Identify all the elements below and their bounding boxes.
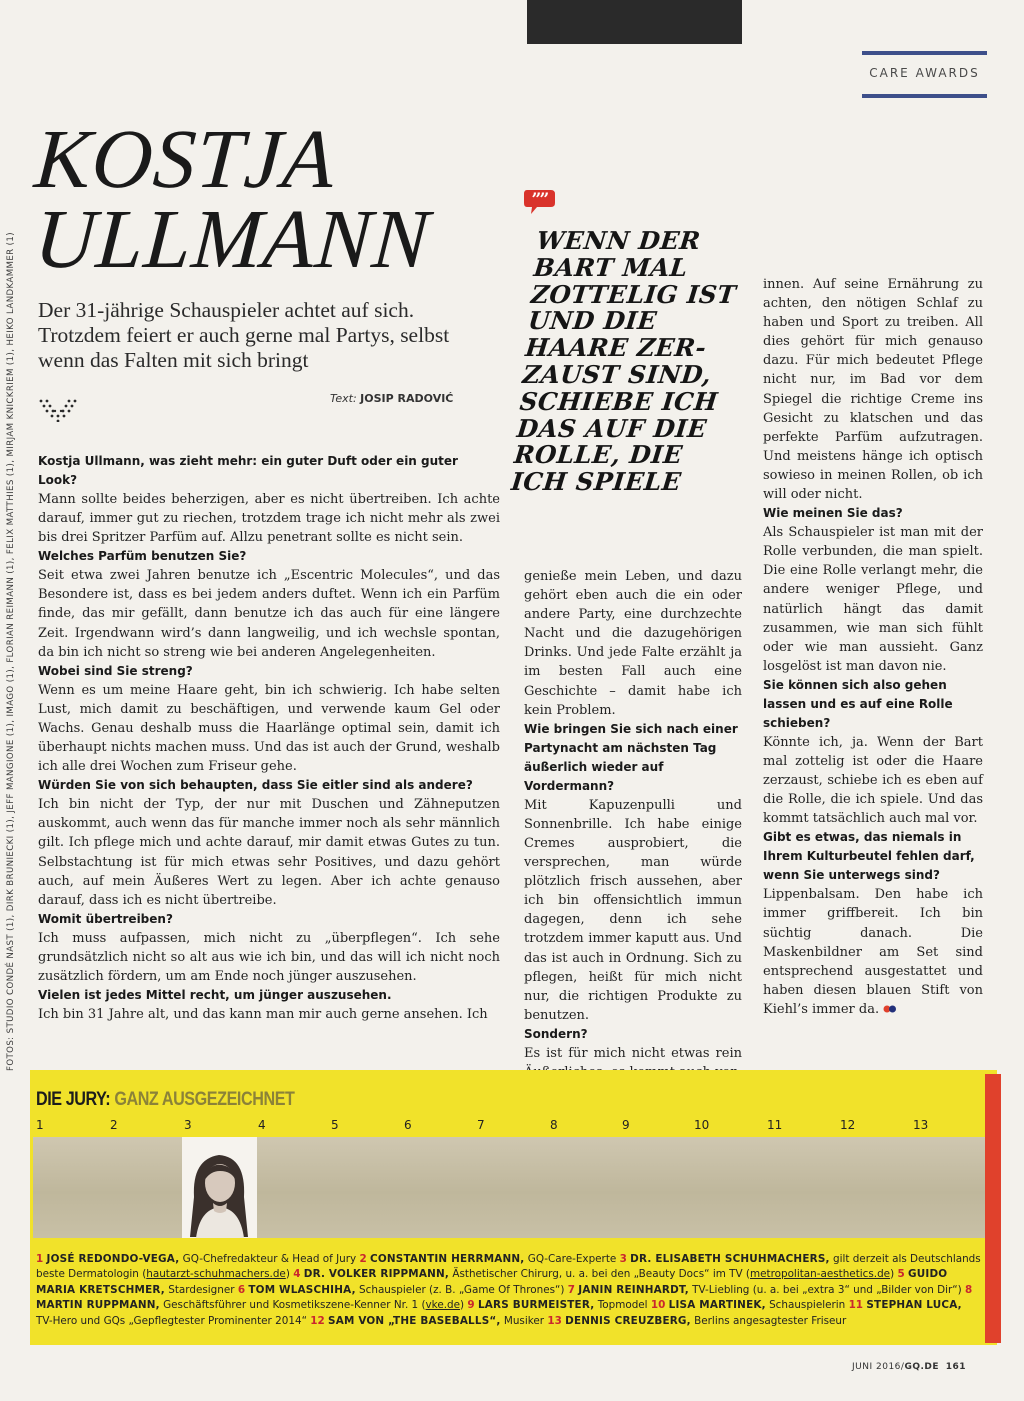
jury-photo-blurred bbox=[33, 1137, 182, 1238]
interview-answer: Es ist für mich nicht etwas rein bbox=[524, 1045, 742, 1061]
end-mark-icon bbox=[883, 1005, 897, 1013]
interview-answer: genieße mein Leben, und dazu gehört eben auch die ein oder andere Party, eine durchzechte Nacht und die dazugehörigen Drinks. Und jede Falte erzählt ja im besten Fall auch eine Geschichte – damit habe ich kein Problem. bbox=[524, 569, 742, 718]
photo-credits: FOTOS: STUDIO CONDÉ NAST (1), DIRK BRUNIECKI (1), JEFF MANGIONE (1), IMAGO (1), FLORIAN REIMANN (1), FELIX MATTHIES (1), MIRJAM KNICKRIEM (1), HEIKO LANDKAMMER (1) bbox=[6, 231, 16, 1071]
jury-member: 8 MARTIN RUPPMANN, Geschäftsführer und Kosmetikszene-Kenner Nr. 1 (vke.de) bbox=[36, 1283, 973, 1312]
jury-member-number: 8 bbox=[965, 1283, 973, 1296]
jury-heading-sub: GANZ AUSGEZEICHNET bbox=[114, 1089, 295, 1110]
jury-member-number: 6 bbox=[237, 1283, 246, 1296]
jury-member-name: TOM WLASCHIHA, bbox=[248, 1283, 356, 1296]
interview-question: Sondern? bbox=[524, 1026, 588, 1041]
article-column-2 bbox=[524, 567, 742, 1082]
jury-member-description: Topmodel bbox=[597, 1299, 648, 1312]
jury-member bbox=[467, 1299, 647, 1311]
jury-number: 5 bbox=[331, 1118, 339, 1132]
jury-number: 8 bbox=[550, 1118, 558, 1132]
byline bbox=[330, 392, 453, 405]
svg-text:”: ” bbox=[531, 190, 542, 210]
section-label: CARE AWARDS bbox=[869, 66, 980, 80]
jury-member-description: TV-Hero und GQs „Gepflegtester Prominenter 2014“ bbox=[36, 1314, 307, 1327]
jury-member-name: GUIDO MARIA KRETSCHMER, bbox=[36, 1268, 948, 1296]
interview-answer: innen. Auf seine Ernährung zu achten, den nötigen Schlaf zu haben und Sport zu treiben. All dies gehört für mich genauso dazu. Für mich bedeutet Pflege nicht nur, im Bad vor dem Spiegel die richtige Creme ins Gesicht zu klatschen und das perfekte Parfüm aufzutragen. Und meistens hänge ich optisch sowieso in meinen Rollen, ob ich will oder nicht. bbox=[763, 277, 983, 503]
jury-member-description: gilt derzeit als Deutschlands beste Dermatologin bbox=[36, 1253, 981, 1281]
interview-answer: Könnte ich, ja. Wenn der Bart mal zottelig ist oder die Haare zerzaust, schiebe ich es eben auf die Rolle, die ich spiele. Und das kommt tatsächlich auch mal vor. bbox=[763, 734, 983, 827]
jury-member-description: Geschäftsführer und Kosmetikszene-Kenner Nr. 1 bbox=[163, 1299, 419, 1312]
interview-answer: Lippenbalsam. Den habe ich immer griffbereit. Ich bin süchtig danach. Die Maskenbildner am Set sind entsprechend ausgestattet und haben diesen blauen Stift von Kiehl’s immer da. bbox=[763, 887, 983, 1017]
jury-member-number: 11 bbox=[848, 1299, 864, 1312]
byline-prefix: Text: bbox=[330, 392, 357, 405]
interview-question: Wobei sind Sie streng? bbox=[38, 663, 193, 678]
interview-question: Wie bringen Sie sich nach einer Partynacht am nächsten Tag äußerlich wieder auf Vordermann? bbox=[524, 721, 738, 793]
jury-member-number: 4 bbox=[293, 1268, 301, 1281]
jury-member-number: 12 bbox=[310, 1314, 325, 1327]
jury-member-name: DENNIS CREUZBERG, bbox=[565, 1314, 691, 1327]
jury-member-number: 9 bbox=[467, 1299, 475, 1312]
jury-member-number: 10 bbox=[650, 1299, 666, 1312]
interview-question: Welches Parfüm benutzen Sie? bbox=[38, 549, 247, 564]
article-title-line1: KOSTJA bbox=[31, 113, 339, 206]
jury-member-website-link[interactable]: metropolitan-aesthetics.de bbox=[749, 1268, 891, 1281]
jury-member-number: 2 bbox=[359, 1253, 367, 1265]
jury-number: 2 bbox=[110, 1118, 118, 1132]
interview-answer: Ich bin nicht der Typ, der nur mit Duschen und Zähneputzen auskommt, auch wenn das für manche immer noch als sehr männlich gilt. Ich pflege mich und achte darauf, mir damit etwas Gutes zu tun. Selbstachtung ist für mich etwas sehr Positives, und dazu gehört auch, auf mein Äußeres Wert zu legen. Aber ich achte genauso darauf, dass ich es nicht übertreibe. bbox=[38, 797, 500, 908]
interview-answer: Ich muss aufpassen, mich nicht zu „überpflegen“. Ich sehe grundsätzlich nicht so alt aus wie ich bin, und das will ich nicht noch zusätzlich fördern, um am Ende noch jünger auszusehen. bbox=[38, 930, 500, 984]
jury-member bbox=[651, 1299, 845, 1311]
interview-answer: Mann sollte beides beherzigen, aber es nicht übertreiben. Ich achte darauf, immer gut zu riechen, trotzdem trage ich nicht mehr als zwei bis drei Spritzer Parfüm auf. Allzu penetrant sollte es nicht sein. bbox=[38, 492, 500, 546]
interview-question: Wie meinen Sie das? bbox=[763, 506, 903, 521]
jury-heading-main: DIE JURY: bbox=[36, 1089, 111, 1110]
jury-member-name: DR. ELISABETH SCHUHMACHERS, bbox=[630, 1253, 830, 1265]
jury-member-name: JANIN REINHARDT, bbox=[578, 1283, 689, 1296]
byline-author: JOSIP RADOVIĆ bbox=[360, 392, 454, 405]
footer-site: GQ.DE bbox=[904, 1362, 940, 1372]
interview-question: Womit übertreiben? bbox=[38, 911, 173, 926]
jury-number: 9 bbox=[622, 1118, 630, 1132]
jury-member bbox=[547, 1315, 846, 1327]
jury-number: 13 bbox=[913, 1118, 929, 1132]
jury-member-description: Musiker bbox=[503, 1314, 545, 1327]
section-rule-top bbox=[862, 51, 987, 55]
jury-member bbox=[359, 1253, 616, 1265]
interview-answer: Als Schauspieler ist man mit der Rolle verbunden, die man spielt. Die eine Rolle verlangt mehr, die andere weniger Pflege, und natürlich hängt das damit zusammen, wie man sich fühlt oder wie man aussieht. Ganz losgelöst ist man davon nie. bbox=[763, 525, 983, 674]
interview-answer: Ich bin 31 Jahre alt, und das kann man mir auch gerne ansehen. Ich bbox=[38, 1007, 488, 1023]
jury-member-description: GQ-Care-Experte bbox=[527, 1253, 617, 1265]
jury-member-number: 1 bbox=[36, 1253, 44, 1265]
jury-member-name: MARTIN RUPPMANN, bbox=[36, 1299, 160, 1312]
jury-accent-bar bbox=[985, 1074, 1001, 1343]
interview-answer: Seit etwa zwei Jahren benutze ich „Escentric Molecules“, und das Besondere ist, dass es bei jedem anders duftet. Wenn ich ein Parfüm finde, das mir gefällt, dann benutze ich das auch für eine längere Zeit. Irgendwann wird’s dann langweilig, und ich wechsle spontan, da bin ich nicht so streng wie bei anderen Angelegenheiten. bbox=[38, 568, 500, 660]
jury-number: 4 bbox=[258, 1118, 266, 1132]
jury-member-name: JOSÉ REDONDO-VEGA, bbox=[46, 1253, 180, 1265]
pull-quote: WENN DER BART MAL ZOTTELIG IST UND DIE HAARE ZER-ZAUST SIND, SCHIEBE ICH DAS AUF DIE ROLLE, DIE ICH SPIELE bbox=[509, 226, 738, 497]
jury-member-name: CONSTANTIN HERRMANN, bbox=[370, 1253, 525, 1265]
jury-member-number: 5 bbox=[897, 1268, 905, 1281]
page-number: 161 bbox=[945, 1362, 967, 1372]
jury-number: 3 bbox=[184, 1118, 192, 1132]
jury-member-number: 13 bbox=[547, 1314, 562, 1327]
jury-member-list bbox=[36, 1252, 981, 1329]
interview-answer: Mit Kapuzenpulli und Sonnenbrille. Ich habe einige Cremes ausprobiert, die versprechen, man würde plötzlich frisch aussehen, aber ich bin offensichtlich immun dagegen, denn ich sehe trotzdem immer kaputt aus. Und das ist auch in Ordnung. Sich zu pflegen, heißt für mich nicht nur, die richtigen Produkte zu benutzen. bbox=[524, 797, 742, 1023]
jury-number: 10 bbox=[694, 1118, 710, 1132]
jury-number: 1 bbox=[36, 1118, 44, 1132]
jury-member bbox=[36, 1253, 356, 1265]
jury-heading bbox=[36, 1089, 294, 1111]
jury-member-name: DR. VOLKER RIPPMANN, bbox=[303, 1268, 450, 1281]
article-column-1 bbox=[38, 452, 500, 1024]
article-subtitle: Der 31-jährige Schauspieler achtet auf sich. Trotzdem feiert er auch gerne mal Partys, selbst wenn das Falten mit sich bringt bbox=[38, 298, 450, 372]
interview-question: Sie können sich also gehen lassen und es auf eine Rolle schieben? bbox=[763, 677, 953, 730]
jury-member-description: Schauspieler (z. B. „Game Of Thrones“) bbox=[359, 1283, 565, 1296]
speech-bubble-quote-icon bbox=[523, 189, 557, 215]
footer-issue: JUNI 2016/ bbox=[852, 1362, 905, 1372]
jury-member-name: LARS BURMEISTER, bbox=[477, 1299, 595, 1312]
article-column-3 bbox=[763, 275, 983, 1019]
jury-number: 12 bbox=[840, 1118, 856, 1132]
top-color-block bbox=[527, 0, 742, 44]
jury-member bbox=[238, 1284, 565, 1296]
jury-member-description: TV-Liebling (u. a. bei „extra 3“ und „Bilder von Dir“) bbox=[692, 1283, 962, 1296]
interview-question: Würden Sie von sich behaupten, dass Sie eitler sind als andere? bbox=[38, 778, 473, 793]
jury-member-description: GQ-Chefredakteur & Head of Jury bbox=[182, 1253, 357, 1265]
jury-member-name: SAM VON „THE BASEBALLS“, bbox=[328, 1314, 501, 1327]
jury-member-website-link[interactable]: vke.de bbox=[425, 1299, 461, 1312]
jury-photo-3 bbox=[182, 1137, 257, 1238]
jury-number: 11 bbox=[767, 1118, 783, 1132]
jury-number: 6 bbox=[404, 1118, 412, 1132]
jury-member: 3 DR. ELISABETH SCHUHMACHERS, gilt derzeit als Deutschlands beste Dermatologin (hautarzt-schuhmachers.de) bbox=[36, 1253, 981, 1281]
jury-member-name: STEPHAN LUCA, bbox=[866, 1299, 962, 1312]
jury-member-name: LISA MARTINEK, bbox=[668, 1299, 766, 1312]
interview-answer: Wenn es um meine Haare geht, bin ich schwierig. Ich habe selten Lust, mich damit zu beschäftigen, und verwende kaum Gel oder Wachs. Genau deshalb muss die Haarlänge optimal sein, damit ich überhaupt nichts machen muss. Und das ist auch der Grund, weshalb ich alle drei Wochen zum Friseur gehe. bbox=[38, 682, 500, 775]
jury-member-website-link[interactable]: hautarzt-schuhmachers.de bbox=[146, 1268, 286, 1281]
jury-member-description: Stardesigner bbox=[168, 1283, 235, 1296]
jury-member: 4 DR. VOLKER RIPPMANN, Ästhetischer Chirurg, u. a. bei den „Beauty Docs“ im TV (metropolitan-aesthetics.de) bbox=[293, 1268, 895, 1281]
article-title-line2: ULLMANN bbox=[31, 193, 433, 286]
interview-question: Kostja Ullmann, was zieht mehr: ein guter Duft oder ein guter Look? bbox=[38, 454, 458, 487]
dotted-v-logo-icon bbox=[38, 398, 78, 422]
jury-number: 7 bbox=[477, 1118, 485, 1132]
jury-member bbox=[310, 1315, 544, 1327]
interview-question: Gibt es etwas, das niemals in Ihrem Kulturbeutel fehlen darf, wenn Sie unterwegs sind? bbox=[763, 830, 975, 883]
section-rule-bottom bbox=[862, 94, 987, 98]
jury-member-description: Schauspielerin bbox=[769, 1299, 846, 1312]
interview-question: Vielen ist jedes Mittel recht, um jünger auszusehen. bbox=[38, 988, 392, 1003]
page-footer bbox=[852, 1362, 966, 1372]
jury-member-number: 3 bbox=[619, 1253, 627, 1265]
jury-member-description: Berlins angesagtester Friseur bbox=[694, 1314, 847, 1327]
jury-photo-blurred bbox=[257, 1137, 985, 1238]
jury-member-description: Ästhetischer Chirurg, u. a. bei den „Beauty Docs“ im TV bbox=[452, 1268, 743, 1281]
jury-member-number: 7 bbox=[567, 1283, 575, 1296]
svg-text:”: ” bbox=[539, 190, 550, 210]
jury-member bbox=[568, 1284, 962, 1296]
